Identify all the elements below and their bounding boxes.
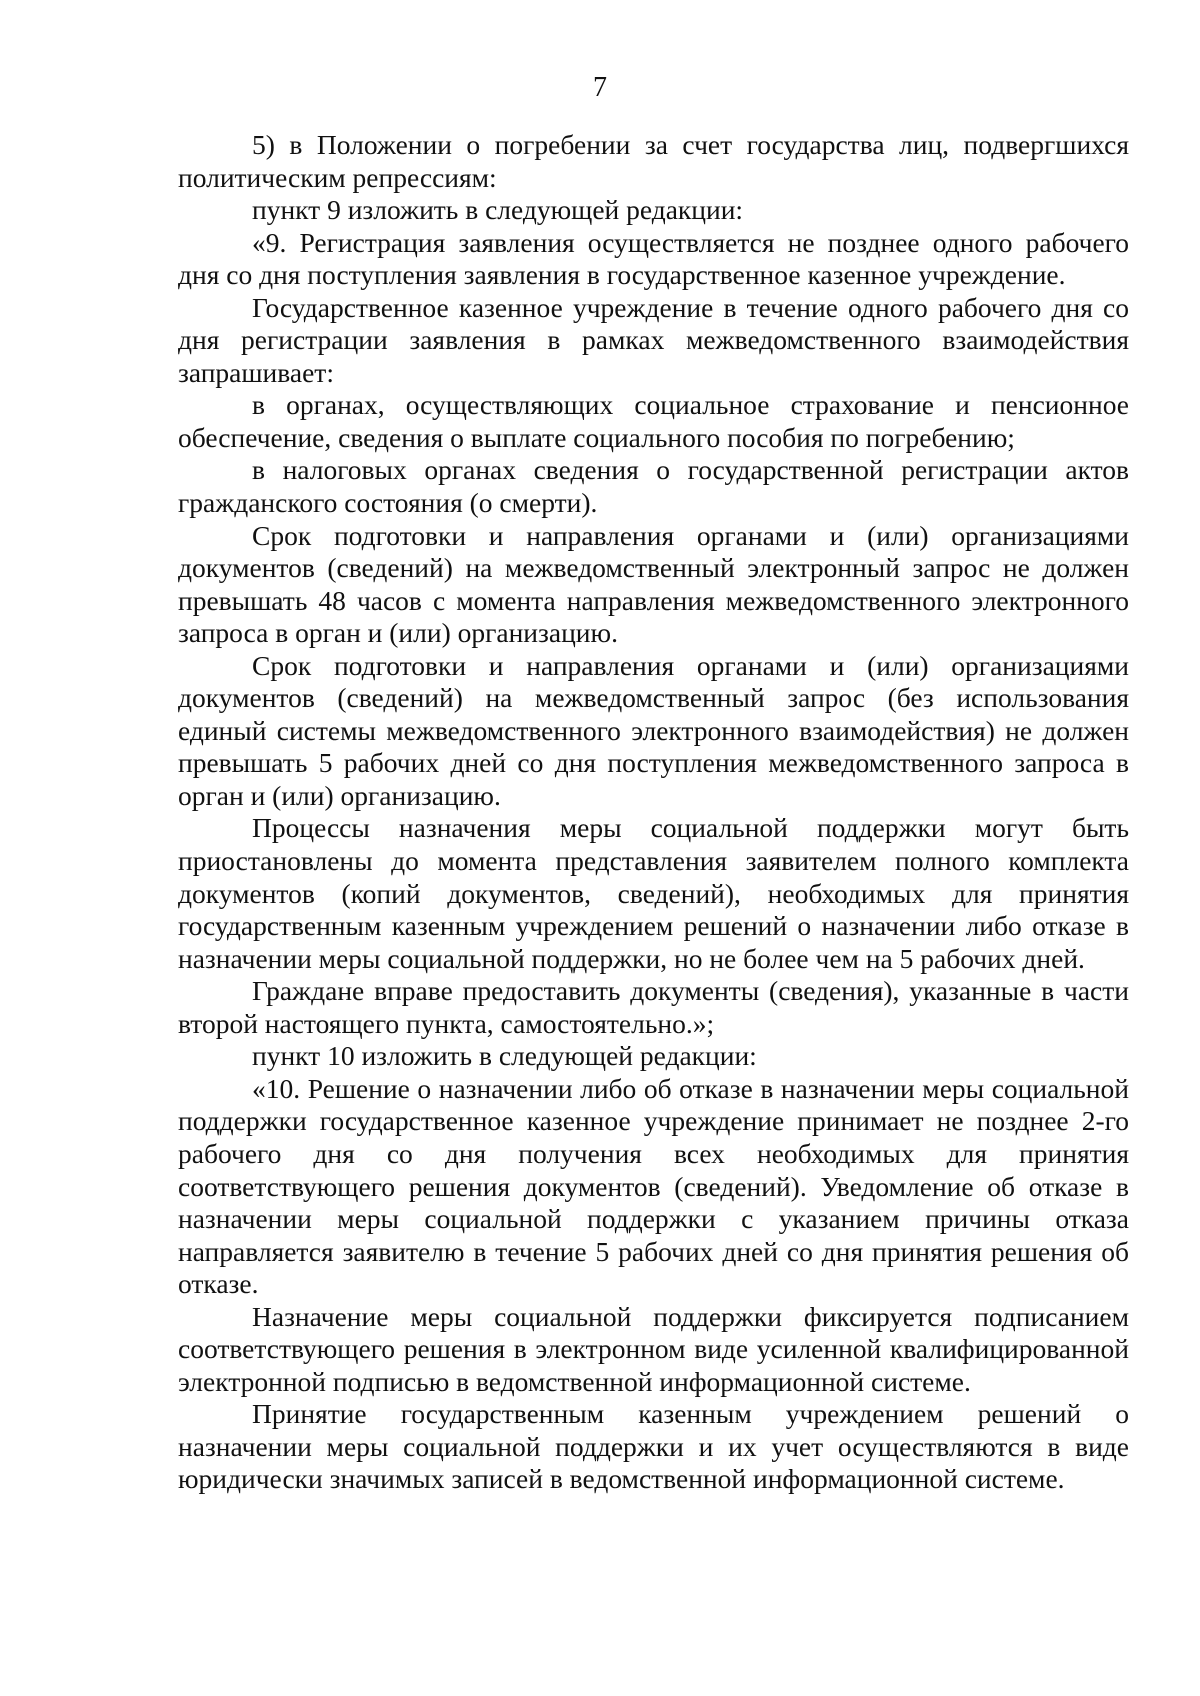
paragraph-suspension: Процессы назначения меры социальной поддержки могут быть приостановлены до момента представления заявителем полного комплекта документов (копий документов, сведений), необходимых для принятия государственным казенным учреждением решений о назначении либо отказе в назначении меры социальной поддержки, но не более чем на 5 рабочих дней. <box>178 812 1129 974</box>
paragraph-electronic-request-deadline: Срок подготовки и направления органами и (или) организациями документов (сведений) на межведомственный электронный запрос не должен превышать 48 часов с момента направления межведомственного электронного запроса в орган и (или) организацию. <box>178 519 1129 649</box>
paragraph-social-insurance-bodies: в органах, осуществляющих социальное страхование и пенсионное обеспечение, сведения о выплате социального пособия по погребению; <box>178 389 1129 453</box>
paragraph-point-10-decision: «10. Решение о назначении либо об отказе в назначении меры социальной поддержки государственное казенное учреждение принимает не позднее 2-го рабочего дня со дня получения всех необходимых для принятия соответствующего решения документов (сведений). Уведомление об отказе в назначении меры социальной поддержки с указанием причины отказа направляется заявителю в течение 5 рабочих дней со дня принятия решения об отказе. <box>178 1072 1129 1300</box>
paragraph-interagency-request: Государственное казенное учреждение в течение одного рабочего дня со дня регистрации заявления в рамках межведомственного взаимодействия запрашивает: <box>178 291 1129 388</box>
paragraph-electronic-signature: Назначение меры социальной поддержки фиксируется подписанием соответствующего решения в электронном виде усиленной квалифицированной электронной подписью в ведомственной информационной системе. <box>178 1300 1129 1397</box>
document-body <box>178 129 1129 1496</box>
paragraph-legal-records: Принятие государственным казенным учреждением решений о назначении меры социальной поддержки и их учет осуществляются в виде юридически значимых записей в ведомственной информационной системе. <box>178 1398 1129 1495</box>
page-number: 7 <box>593 72 607 103</box>
paragraph-point-10-intro: пункт 10 изложить в следующей редакции: <box>252 1040 757 1072</box>
paragraph-point-9-registration: «9. Регистрация заявления осуществляется не позднее одного рабочего дня со дня поступления заявления в государственное казенное учреждение. <box>178 226 1129 291</box>
paragraph-citizens-right: Граждане вправе предоставить документы (сведения), указанные в части второй настоящего пункта, самостоятельно.»; <box>178 975 1129 1039</box>
paragraph-item-5: 5) в Положении о погребении за счет государства лиц, подвергшихся политическим репрессиям: <box>178 129 1129 193</box>
paragraph-point-9-intro: пункт 9 изложить в следующей редакции: <box>252 194 744 226</box>
paragraph-paper-request-deadline: Срок подготовки и направления органами и (или) организациями документов (сведений) на межведомственный запрос (без использования единый системы межведомственного электронного взаимодействия) не должен превышать 5 рабочих дней со дня поступления межведомственного запроса в орган и (или) организацию. <box>178 649 1129 811</box>
paragraph-tax-bodies: в налоговых органах сведения о государственной регистрации актов гражданского состояния (о смерти). <box>178 454 1129 519</box>
